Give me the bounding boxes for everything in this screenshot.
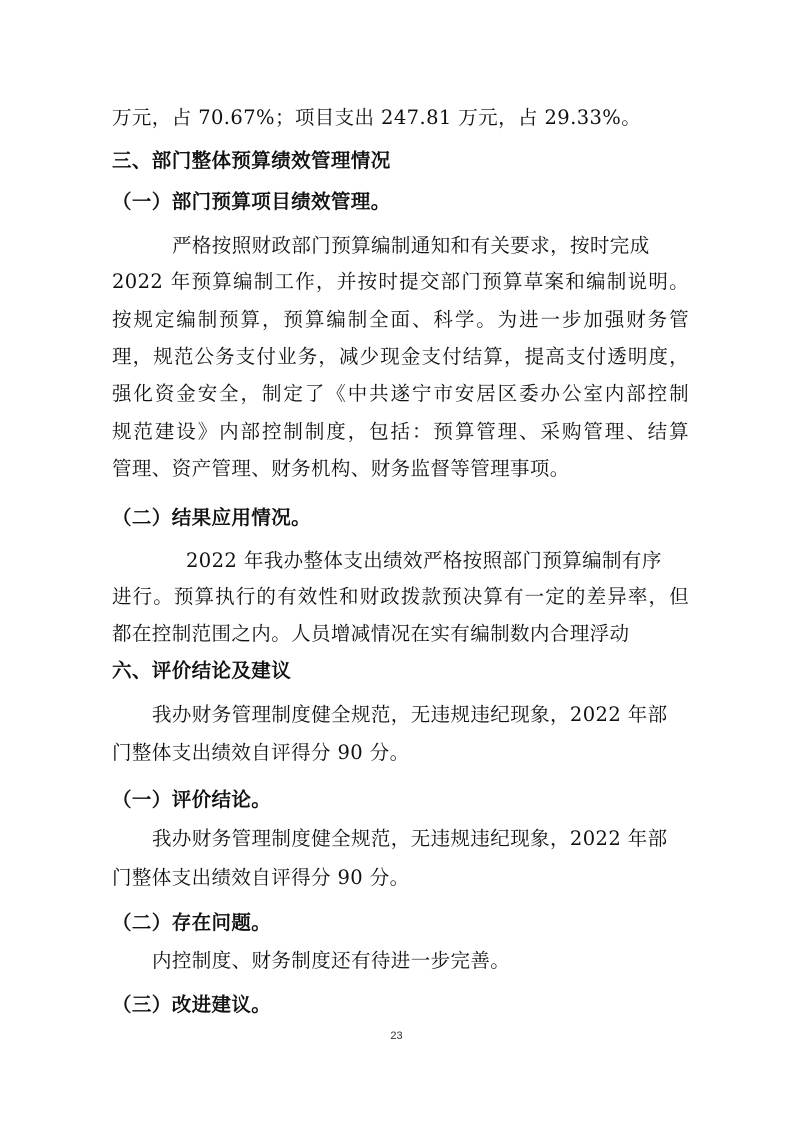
- text-line: 2022 年我办整体支出绩效严格按照部门预算编制有序: [186, 549, 662, 572]
- text-line: 强化资金安全，制定了《中共遂宁市安居区委办公室内部控制: [112, 382, 689, 405]
- subsection-heading: （二）结果应用情况。: [112, 506, 312, 529]
- subsection-heading: （一）评价结论。: [112, 788, 272, 811]
- text-line: 万元，占 70.67%；项目支出 247.81 万元，占 29.33%。: [112, 106, 642, 129]
- text-line: 我办财务管理制度健全规范，无违规违纪现象，2022 年部: [152, 703, 668, 726]
- text-line: 内控制度、财务制度还有待进一步完善。: [152, 949, 511, 972]
- text-line: 都在控制范围之内。人员增减情况在实有编制数内合理浮动: [112, 622, 630, 645]
- text-line: 门整体支出绩效自评得分 90 分。: [112, 866, 410, 889]
- text-line: 门整体支出绩效自评得分 90 分。: [112, 741, 410, 764]
- text-line: 我办财务管理制度健全规范，无违规违纪现象，2022 年部: [152, 827, 668, 850]
- section-heading: 三、部门整体预算绩效管理情况: [112, 149, 391, 172]
- subsection-heading: （一）部门预算项目绩效管理。: [112, 190, 391, 213]
- subsection-heading: （三）改进建议。: [112, 993, 272, 1016]
- text-line: 规范建设》内部控制制度，包括：预算管理、采购管理、结算: [112, 420, 689, 443]
- text-line: 按规定编制预算，预算编制全面、科学。为进一步加强财务管: [112, 308, 689, 331]
- section-heading: 六、评价结论及建议: [112, 659, 292, 682]
- text-line: 理，规范公务支付业务，减少现金支付结算，提高支付透明度，: [112, 345, 689, 368]
- text-line: 严格按照财政部门预算编制通知和有关要求，按时完成: [172, 234, 650, 257]
- page-number: 23: [390, 1030, 403, 1042]
- subsection-heading: （二）存在问题。: [112, 911, 272, 934]
- text-line: 进行。预算执行的有效性和财政拨款预决算有一定的差异率，但: [112, 585, 689, 608]
- text-line: 管理、资产管理、财务机构、财务监督等管理事项。: [112, 457, 570, 480]
- text-line: 2022 年预算编制工作，并按时提交部门预算草案和编制说明。: [112, 270, 689, 293]
